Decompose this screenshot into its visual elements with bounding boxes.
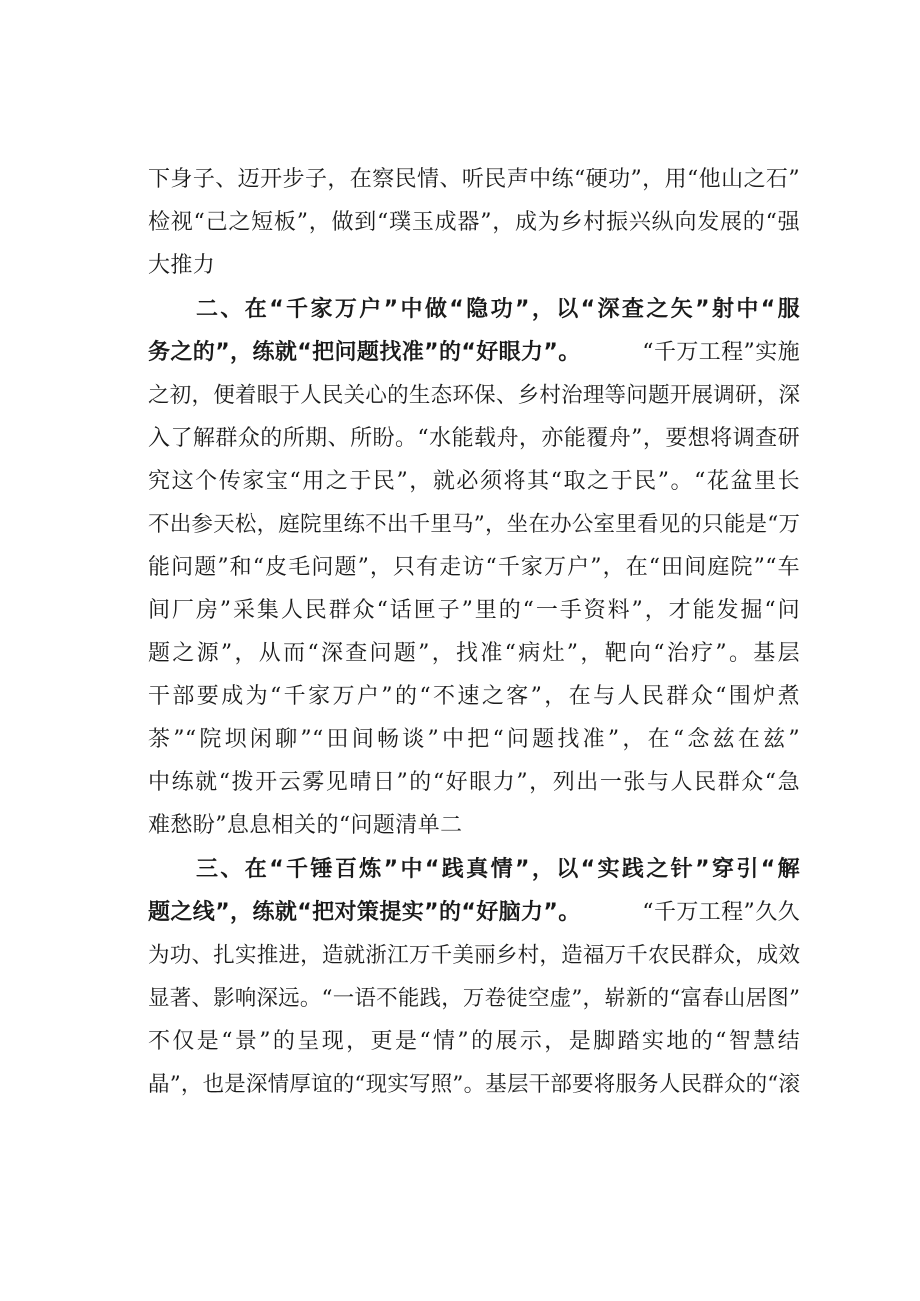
section-2-first-line-rest: “千万工程”实施: [642, 340, 800, 365]
paragraph-2-line: 茶”“院坝闲聊”“田间畅谈”中把“问题找准”，在“念兹在兹”: [148, 727, 800, 752]
paragraph-3-line: 为功、扎实推进，造就浙江万千美丽乡村，造福万千农民群众，成效: [148, 943, 800, 968]
section-2-heading-tail: 务之的”，练就“把问题找准”的“好眼力”。: [148, 340, 581, 365]
section-3-heading-line-1: 三、在“千锤百炼”中“践真情”，以“实践之针”穿引“解: [196, 857, 800, 882]
paragraph-3-line: 不仅是“景”的呈现，更是“情”的展示，是脚踏实地的“智慧结: [148, 1029, 800, 1054]
paragraph-2-line: 难愁盼”息息相关的“问题清单二: [148, 813, 463, 838]
section-2-heading-line-1: 二、在“千家万户”中做“隐功”，以“深查之矢”射中“服: [196, 297, 800, 322]
paragraph-2-line: 能问题”和“皮毛问题”，只有走访“千家万户”，在“田间庭院”“车: [148, 555, 800, 580]
paragraph-2-line: 究这个传家宝“用之于民”，就必须将其“取之于民”。“花盆里长: [148, 469, 800, 494]
paragraph-2-line: 题之源”，从而“深查问题”，找准“病灶”，靶向“治疗”。基层: [148, 641, 800, 666]
paragraph-2-line: 干部要成为“千家万户”的“不速之客”，在与人民群众“围炉煮: [148, 684, 800, 709]
section-3-heading-tail: 题之线”，练就“把对策提实”的“好脑力”。: [148, 900, 581, 925]
paragraph-2-line: 中练就“拨开云雾见晴日”的“好眼力”，列出一张与人民群众“急: [148, 770, 800, 795]
paragraph-1-line-1: 下身子、迈开步子，在察民情、听民声中练“硬功”，用“他山之石”: [148, 167, 800, 192]
section-3-heading-line-2: [148, 893, 800, 933]
paragraph-2-line: 之初，便着眼于人民关心的生态环保、乡村治理等问题开展调研，深: [148, 383, 800, 408]
section-3-first-line-rest: “千万工程”久久: [642, 900, 800, 925]
paragraph-1-line-3: 大推力: [148, 253, 216, 278]
paragraph-1-line-2: 检视“己之短板”，做到“璞玉成器”，成为乡村振兴纵向发展的“强: [148, 210, 800, 235]
paragraph-3-line: 显著、影响深远。“一语不能践，万卷徒空虚”，崭新的“富春山居图”: [148, 986, 800, 1011]
paragraph-2-line: 入了解群众的所期、所盼。“水能载舟，亦能覆舟”，要想将调查研: [148, 426, 800, 451]
section-2-heading-line-2: [148, 333, 800, 373]
paragraph-2-line: 间厂房”采集人民群众“话匣子”里的“一手资料”，才能发掘“问: [148, 598, 800, 623]
paragraph-3-line: 晶”，也是深情厚谊的“现实写照”。基层干部要将服务人民群众的“滚: [148, 1072, 800, 1097]
paragraph-2-line: 不出参天松，庭院里练不出千里马”，坐在办公室里看见的只能是“万: [148, 512, 800, 537]
